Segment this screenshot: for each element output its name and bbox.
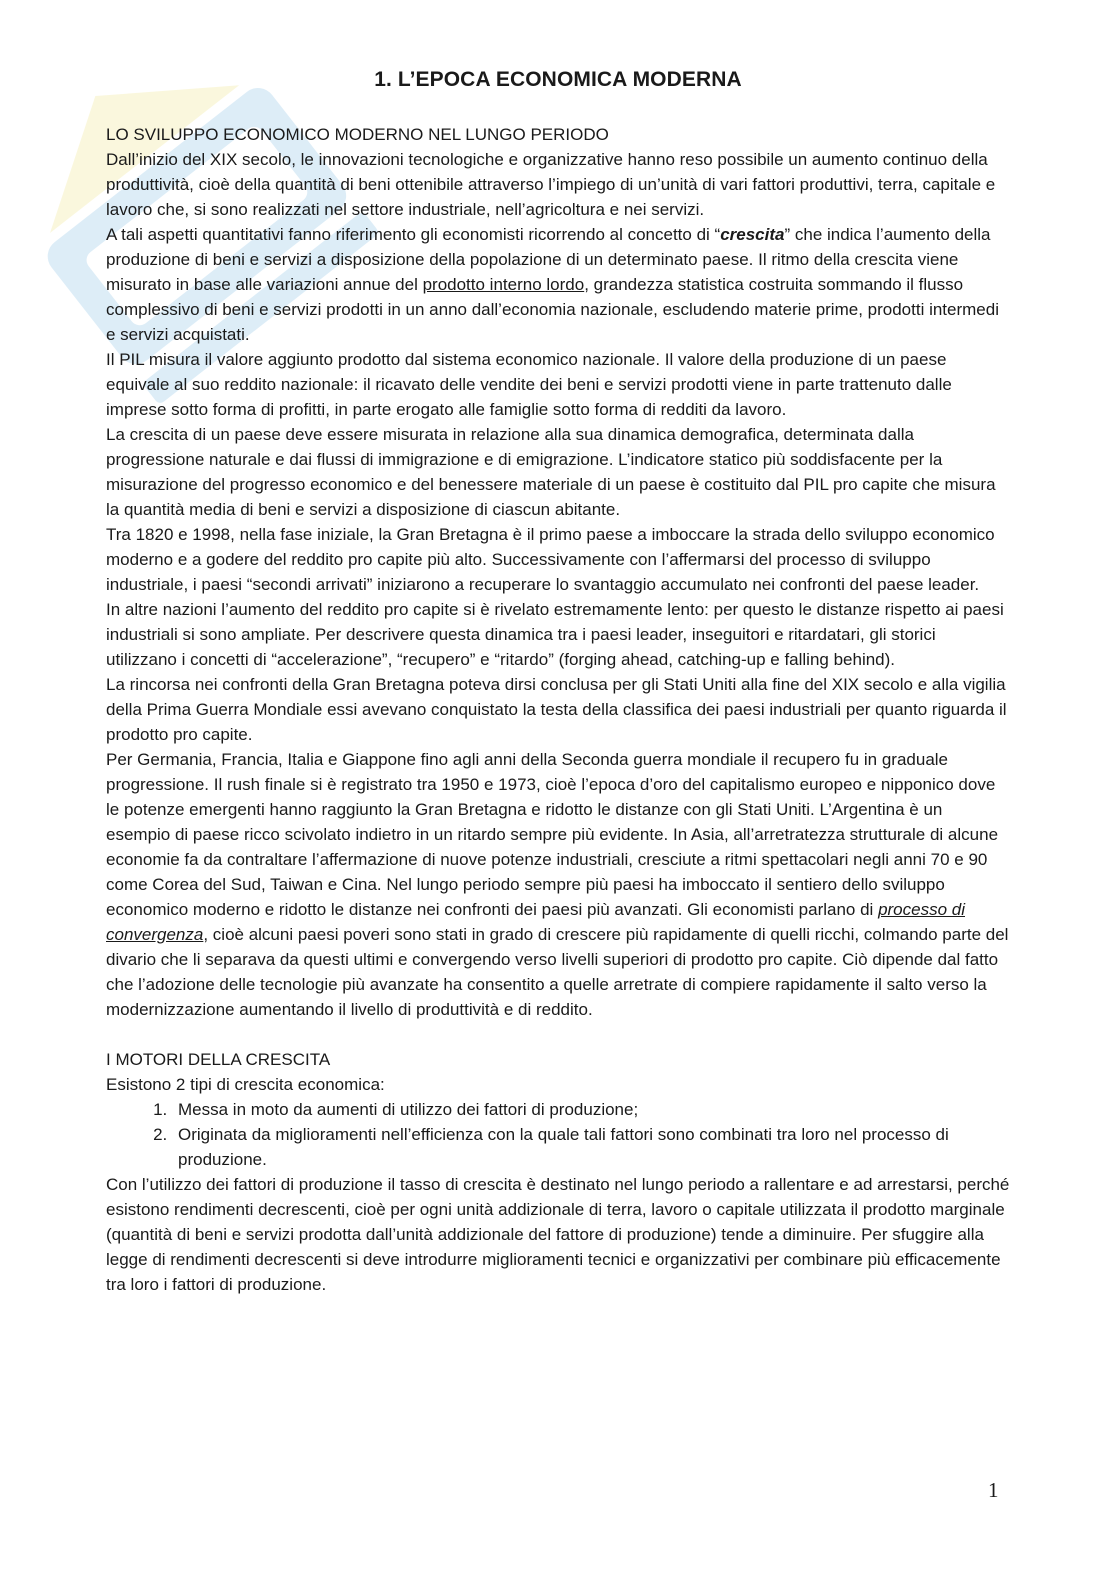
paragraph: La rincorsa nei confronti della Gran Bretagna poteva dirsi conclusa per gli Stati Uniti alla fine del XIX secolo e alla vigilia della Prima Guerra Mondiale essi avevano conquistato la testa della classifica dei paesi industriali per quanto riguarda il prodotto pro capite. [106,675,1007,744]
paragraph: In altre nazioni l’aumento del reddito pro capite si è rivelato estremamente lento: per questo le distanze rispetto ai paesi industriali si sono ampliate. Per descrivere questa dinamica tra i paesi leader, inseguitori e ritardatari, gli storici utilizzano i concetti di “accelerazione”, “recupero” e “ritardo” (forging ahead, catching-up e falling behind). [106,600,1004,669]
page-number: 1 [988,1478,999,1502]
underlined-term-pil: prodotto interno lordo [422,275,585,294]
paragraph: Con l’utilizzo dei fattori di produzione il tasso di crescita è destinato nel lungo periodo a rallentare e ad arrestarsi, perché esistono rendimenti decrescenti, cioè per ogni unità addizionale di terra, lavoro o capitale utilizzata il prodotto marginale (quantità di beni e servizi prodotta dall’unità addizionale del fattore di produzione) tende a diminuire. Per sfuggire alla legge di rendimenti decrescenti si deve introdurre miglioramenti tecnici e organizzativi per combinare più efficacemente tra loro i fattori di produzione. [106,1175,1010,1294]
paragraph: Per Germania, Francia, Italia e Giappone fino agli anni della Seconda guerra mondiale il recupero fu in graduale progressione. Il rush finale si è registrato tra 1950 e 1973, cioè l’epoca d’oro del capitalismo europeo e nipponico dove le potenze emergenti hanno raggiunto la Gran Bretagna e ridotto le distanze con gli Stati Uniti. L’Argentina è un esempio di paese ricco scivolato indietro in un ritardo sempre più evidente. In Asia, all’arretratezza strutturale di alcune economie fa da contraltare l’affermazione di nuove potenze industriali, cresciute a ritmi spettacolari negli anni 70 e 90 come Corea del Sud, Taiwan e Cina. Nel lungo periodo sempre più paesi ha imboccato il sentiero dello sviluppo economico moderno e ridotto le distanze nei confronti dei paesi più avanzati. Gli economisti parlano di processo di convergenza, cioè alcuni paesi poveri sono stati in grado di crescere più rapidamente di quelli ricchi, colmando parte del divario che li separava da questi ultimi e convergendo verso livelli superiori di prodotto pro capite. Ciò dipende dal fatto che l’adozione delle tecnologie più avanzate ha consentito a quelle arretrate di compiere rapidamente il salto verso la modernizzazione aumentando il livello di produttività e di reddito. [106,750,1009,1019]
section-heading: LO SVILUPPO ECONOMICO MODERNO NEL LUNGO PERIODO [106,125,609,144]
paragraph: Esistono 2 tipi di crescita economica: [106,1075,385,1094]
list-item: 1. Messa in moto da aumenti di utilizzo dei fattori di produzione; [172,1097,1010,1122]
paragraph: A tali aspetti quantitativi fanno riferimento gli economisti ricorrendo al concetto di “crescita” che indica l’aumento della produzione di beni e servizi a disposizione della popolazione di un determinato paese. Il ritmo della crescita viene misurato in base alle variazioni annue del prodotto interno lordo, grandezza statistica costruita sommando il flusso complessivo di beni e servizi prodotti in un anno dall’economia nazionale, escludendo materie prime, prodotti intermedi e servizi acquistati. [106,225,999,344]
paragraph: Tra 1820 e 1998, nella fase iniziale, la Gran Bretagna è il primo paese a imboccare la strada dello sviluppo economico moderno e a godere del reddito pro capite più alto. Successivamente con l’affermarsi del processo di sviluppo industriale, i paesi “secondi arrivati” iniziarono a recuperare lo svantaggio accumulato nei confronti del paese leader. [106,525,995,594]
paragraph: Dall’inizio del XIX secolo, le innovazioni tecnologiche e organizzative hanno reso possibile un aumento continuo della produttività, cioè della quantità di beni ottenibile attraverso l’impiego di un’unità di vari fattori produttivi, terra, capitale e lavoro che, si sono realizzati nel settore industriale, nell’agricoltura e nei servizi. [106,150,996,219]
paragraph: Il PIL misura il valore aggiunto prodotto dal sistema economico nazionale. Il valore della produzione di un paese equivale al suo reddito nazionale: il ricavato delle vendite dei beni e servizi prodotti viene in parte trattenuto dalle imprese sotto forma di profitti, in parte erogato alle famiglie sotto forma di redditi da lavoro. [106,350,952,419]
document-body [106,122,1010,1297]
list-item: 2. Originata da miglioramenti nell’efficienza con la quale tali fattori sono combinati tra loro nel processo di produzione. [172,1122,1010,1172]
emphasis-crescita: crescita [720,225,785,244]
section-heading: I MOTORI DELLA CRESCITA [106,1050,331,1069]
numbered-list [106,1097,1010,1172]
paragraph: La crescita di un paese deve essere misurata in relazione alla sua dinamica demografica, determinata dalla progressione naturale e dai flussi di immigrazione e di emigrazione. L’indicatore statico più soddisfacente per la misurazione del progresso economico e del benessere materiale di un paese è costituito dal PIL pro capite che misura la quantità media di beni e servizi a disposizione di ciascun abitante. [106,425,996,519]
page-title: 1. L’EPOCA ECONOMICA MODERNA [374,68,742,91]
underlined-term-convergenza: processo di convergenza [106,900,965,944]
